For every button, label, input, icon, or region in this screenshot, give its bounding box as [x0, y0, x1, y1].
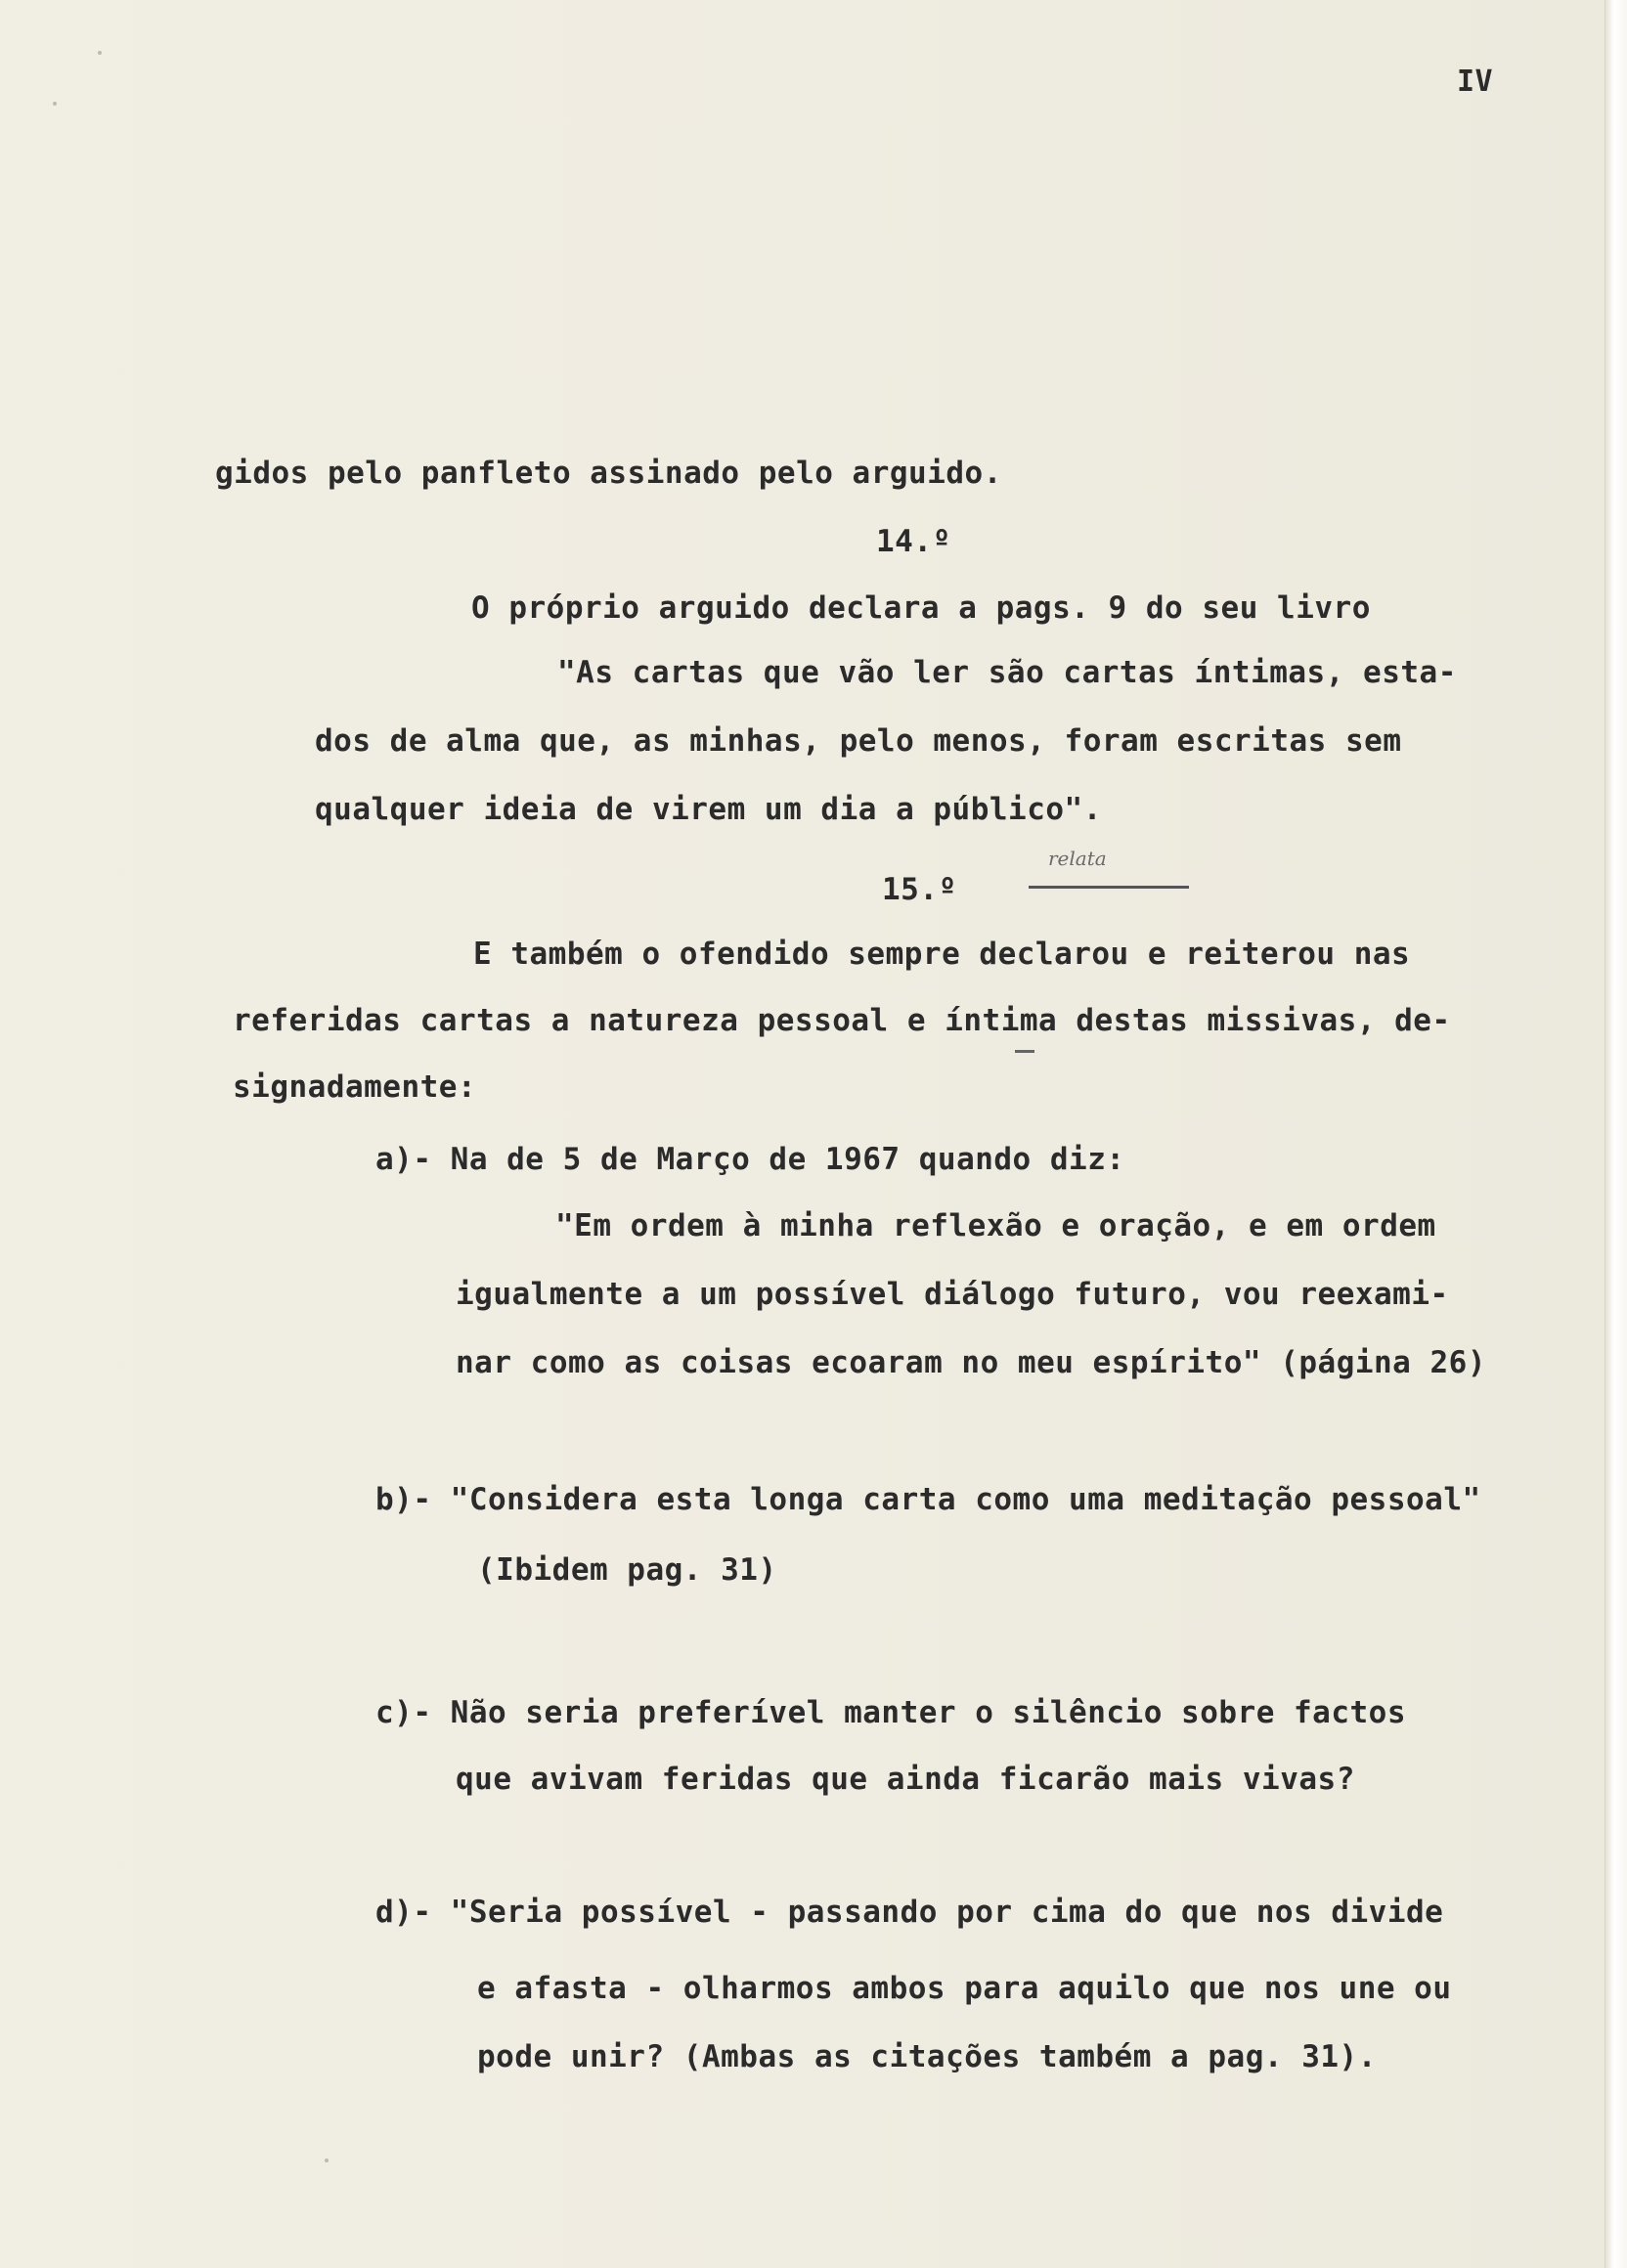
list-item-c: c)- Não seria preferível manter o silêncio sobre factos — [375, 1695, 1406, 1730]
paper-speck — [325, 2159, 329, 2162]
list-item-a: a)- Na de 5 de Março de 1967 quando diz: — [375, 1142, 1125, 1177]
text-line: que avivam feridas que ainda ficarão mais vivas? — [456, 1762, 1355, 1797]
quote-line: igualmente a um possível diálogo futuro, vou reexami- — [456, 1277, 1449, 1312]
list-item-b: b)- "Considera esta longa carta como uma meditação pessoal" — [375, 1482, 1481, 1517]
page-number: IV — [1457, 65, 1494, 99]
section-number: 14.º — [876, 524, 951, 559]
quote-line: qualquer ideia de virem um dia a público". — [315, 792, 1102, 827]
text-line: signadamente: — [233, 1069, 477, 1105]
quote-line: (Ibidem pag. 31) — [477, 1552, 777, 1588]
pencil-mark — [1015, 1050, 1034, 1053]
quote-line: dos de alma que, as minhas, pelo menos, foram escritas sem — [315, 723, 1402, 759]
list-item-d: d)- "Seria possível - passando por cima do que nos divide — [375, 1895, 1444, 1930]
quote-line: "As cartas que vão ler são cartas íntimas, esta- — [557, 655, 1457, 690]
quote-line: nar como as coisas ecoaram no meu espírito" (página 26) — [456, 1345, 1486, 1380]
quote-line: pode unir? (Ambas as citações também a pag. 31). — [477, 2039, 1377, 2074]
quote-line: e afasta - olharmos ambos para aquilo que nos une ou — [477, 1971, 1452, 2006]
strikethrough-mark — [1029, 886, 1189, 889]
paper-speck — [98, 51, 102, 55]
text-line: referidas cartas a natureza pessoal e íntima destas missivas, de- — [233, 1003, 1451, 1038]
text-line: gidos pelo panfleto assinado pelo arguido. — [215, 456, 1002, 491]
text-line: O próprio arguido declara a pags. 9 do seu livro — [471, 590, 1371, 626]
section-number: 15.º — [882, 872, 957, 907]
handwritten-note: relata — [1048, 847, 1107, 870]
text-line: E também o ofendido sempre declarou e reiterou nas — [473, 937, 1411, 972]
paper-speck — [53, 102, 57, 106]
quote-line: "Em ordem à minha reflexão e oração, e em ordem — [555, 1208, 1436, 1243]
page-edge — [1605, 0, 1627, 2268]
